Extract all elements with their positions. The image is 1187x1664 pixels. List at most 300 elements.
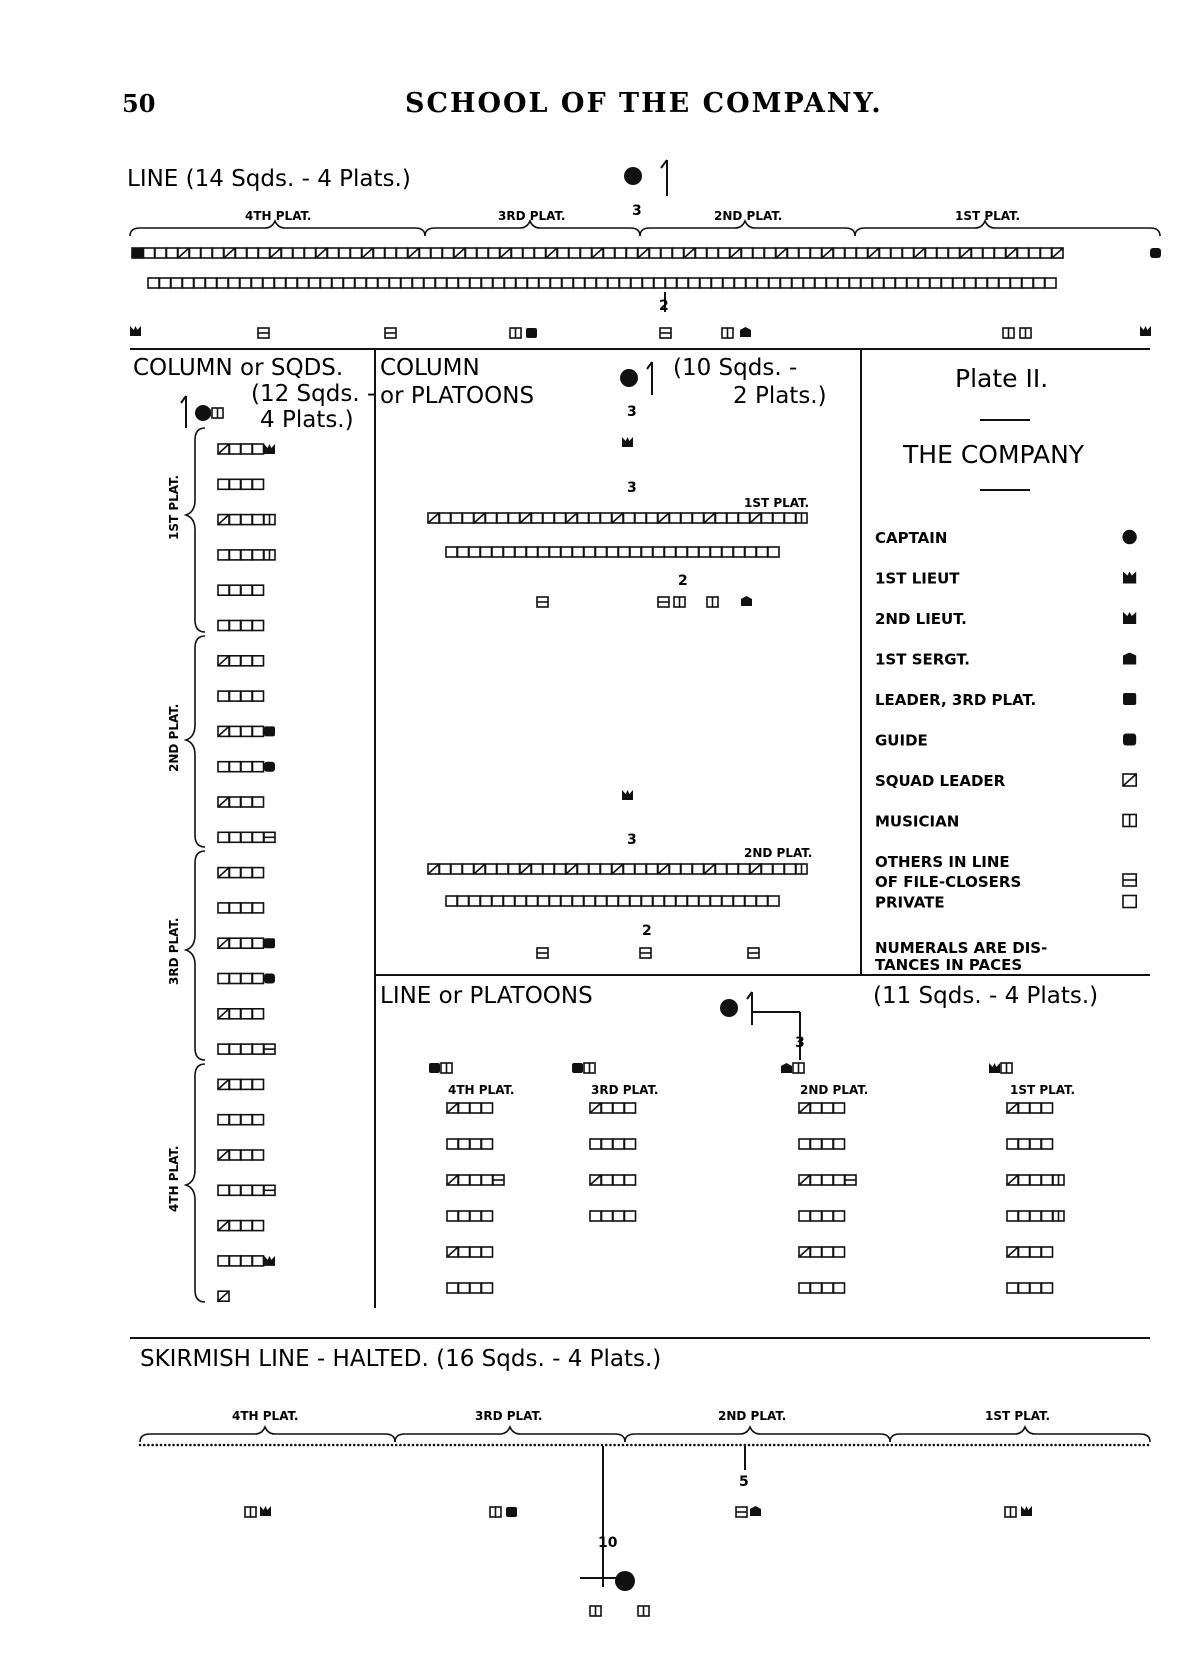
private-symbol: [590, 1139, 601, 1149]
private-symbol: [148, 278, 159, 288]
line-distance-rear: 2: [659, 298, 669, 314]
skirmisher-dot: [676, 1444, 679, 1447]
skirmisher-dot: [752, 1444, 755, 1447]
private-symbol: [596, 547, 607, 557]
private-symbol: [481, 547, 492, 557]
skirmisher-dot: [1075, 1444, 1078, 1447]
private-symbol: [745, 547, 756, 557]
skirmisher-dot: [933, 1444, 936, 1447]
line-file-closers: [130, 326, 1151, 338]
skirmisher-dot: [437, 1444, 440, 1447]
skirmisher-dot: [844, 1444, 847, 1447]
private-symbol: [834, 1175, 845, 1185]
private-symbol: [241, 1044, 252, 1054]
skirmisher-dot: [807, 1444, 810, 1447]
private-symbol: [241, 656, 252, 666]
private-symbol: [1042, 1283, 1053, 1293]
private-symbol: [218, 974, 229, 984]
musician-symbol: [264, 515, 275, 525]
skirmish-captain: [615, 1571, 635, 1591]
col-squads-plat-3: 3RD PLAT.: [167, 917, 181, 985]
squad-leader-symbol: [447, 1247, 458, 1257]
legend-note-1: NUMERALS ARE DIS-: [875, 939, 1048, 957]
skirmisher-dot: [815, 1444, 818, 1447]
skirmisher-dot: [1012, 1444, 1015, 1447]
skirmisher-dot: [496, 1444, 499, 1447]
private-symbol: [344, 278, 355, 288]
private-symbol: [602, 1211, 613, 1221]
private-symbol: [773, 513, 784, 523]
private-symbol: [253, 762, 264, 772]
skirmisher-dot: [563, 1444, 566, 1447]
private-symbol: [241, 479, 252, 489]
col-plat-label-1: 1ST PLAT.: [744, 496, 810, 510]
squad-leader-symbol: [428, 513, 439, 523]
private-symbol: [470, 1103, 481, 1113]
private-symbol: [230, 656, 241, 666]
private-symbol: [240, 278, 251, 288]
skirmisher-dot: [714, 1444, 717, 1447]
skirmisher-dot: [1138, 1444, 1141, 1447]
private-symbol: [1007, 1139, 1018, 1149]
line-plat-label-1: 1ST PLAT.: [1010, 1083, 1076, 1097]
line-plat-title: LINE or PLATOONS: [380, 983, 593, 1009]
private-symbol: [654, 278, 665, 288]
skirmisher-dot: [853, 1444, 856, 1447]
private-symbol: [241, 515, 252, 525]
private-symbol: [799, 248, 810, 258]
skirmisher-dot: [420, 1444, 423, 1447]
first-lieut-symbol: [989, 1063, 1000, 1073]
first-lieut-symbol: [1123, 572, 1136, 584]
skirmisher-dot: [487, 1444, 490, 1447]
private-symbol: [504, 547, 515, 557]
skirmisher-dot: [466, 1444, 469, 1447]
private-symbol: [253, 479, 264, 489]
private-symbol: [543, 513, 554, 523]
private-symbol: [1042, 1211, 1053, 1221]
private-symbol: [822, 1283, 833, 1293]
private-symbol: [734, 896, 745, 906]
private-symbol: [459, 1247, 470, 1257]
private-symbol: [608, 278, 619, 288]
private-symbol: [949, 248, 960, 258]
private-symbol: [722, 547, 733, 557]
line-plat-label-2: 2ND PLAT.: [800, 1083, 869, 1097]
private-symbol: [681, 864, 692, 874]
skirmisher-dot: [634, 1444, 637, 1447]
private-symbol: [1011, 278, 1022, 288]
musician-symbol: [441, 1063, 452, 1073]
private-symbol: [463, 864, 474, 874]
legend-label: 1ST LIEUT: [875, 569, 960, 588]
skirmisher-dot: [1080, 1444, 1083, 1447]
skirmisher-dot: [748, 1444, 751, 1447]
private-symbol: [811, 248, 822, 258]
skirmisher-dot: [210, 1444, 213, 1447]
private-symbol: [218, 691, 229, 701]
skirmisher-dot: [500, 1444, 503, 1447]
skirmish-brace-4: [140, 1427, 395, 1442]
private-symbol: [247, 248, 258, 258]
private-symbol: [236, 248, 247, 258]
private-symbol: [624, 864, 635, 874]
skirmisher-dot: [164, 1444, 167, 1447]
private-symbol: [253, 1221, 264, 1231]
private-symbol: [811, 1139, 822, 1149]
squad-leader-symbol: [408, 248, 419, 258]
private-symbol: [1019, 1139, 1030, 1149]
private-symbol: [466, 248, 477, 258]
skirmisher-dot: [353, 1444, 356, 1447]
private-symbol: [811, 1103, 822, 1113]
private-symbol: [298, 278, 309, 288]
col-squads-plat-1: 1ST PLAT.: [167, 474, 181, 540]
private-symbol: [230, 1009, 241, 1019]
private-symbol: [785, 513, 796, 523]
private-symbol: [253, 1256, 264, 1266]
skirmisher-dot: [286, 1444, 289, 1447]
line-title: LINE (14 Sqds. - 4 Plats.): [127, 166, 411, 192]
private-symbol: [230, 550, 241, 560]
skirmisher-dot: [643, 1444, 646, 1447]
skirmisher-dot: [760, 1444, 763, 1447]
col-squads-brace-4: [186, 1064, 205, 1302]
private-symbol: [190, 248, 201, 258]
skirmisher-dot: [710, 1444, 713, 1447]
squad-leader-symbol: [218, 444, 229, 454]
skirmisher-dot: [441, 1444, 444, 1447]
private-symbol: [822, 1211, 833, 1221]
skirmisher-dot: [613, 1444, 616, 1447]
private-symbol: [230, 1221, 241, 1231]
private-symbol: [781, 278, 792, 288]
skirmisher-dot: [802, 1444, 805, 1447]
private-symbol: [578, 864, 589, 874]
private-symbol: [230, 621, 241, 631]
private-symbol: [217, 278, 228, 288]
skirmisher-dot: [345, 1444, 348, 1447]
squad-leader-symbol: [447, 1103, 458, 1113]
private-symbol: [241, 444, 252, 454]
private-symbol: [206, 278, 217, 288]
skirmisher-dot: [479, 1444, 482, 1447]
squad-leader-symbol: [1052, 248, 1063, 258]
private-symbol: [230, 974, 241, 984]
legend-label: 1ST SERGT.: [875, 650, 970, 669]
private-symbol: [424, 278, 435, 288]
skirmisher-dot: [256, 1444, 259, 1447]
private-symbol: [551, 278, 562, 288]
squad-leader-symbol: [799, 1247, 810, 1257]
private-symbol: [436, 278, 447, 288]
private-symbol: [218, 1044, 229, 1054]
skirmisher-dot: [349, 1444, 352, 1447]
private-symbol: [253, 797, 264, 807]
line-distance-front: 3: [632, 203, 642, 219]
private-symbol: [589, 864, 600, 874]
private-symbol: [1019, 1103, 1030, 1113]
file-closer-symbol: [845, 1175, 856, 1185]
private-symbol: [213, 248, 224, 258]
private-symbol: [762, 864, 773, 874]
private-symbol: [458, 896, 469, 906]
private-symbol: [527, 896, 538, 906]
squad-leader-symbol: [1007, 1175, 1018, 1185]
private-symbol: [253, 726, 264, 736]
skirmisher-dot: [1126, 1444, 1129, 1447]
skirmisher-dot: [1063, 1444, 1066, 1447]
skirmisher-dot: [147, 1444, 150, 1447]
private-symbol: [976, 278, 987, 288]
private-symbol: [555, 513, 566, 523]
private-symbol: [930, 278, 941, 288]
skirmisher-dot: [328, 1444, 331, 1447]
private-symbol: [446, 547, 457, 557]
second-lieut-symbol: [622, 790, 633, 800]
skirmisher-dot: [189, 1444, 192, 1447]
skirmisher-dot: [1050, 1444, 1053, 1447]
private-symbol: [834, 1139, 845, 1149]
private-symbol: [482, 1247, 493, 1257]
squad-leader-symbol: [270, 248, 281, 258]
skirmisher-dot: [865, 1444, 868, 1447]
file-closer-symbol: [748, 948, 759, 958]
skirmisher-dot: [298, 1444, 301, 1447]
private-symbol: [253, 621, 264, 631]
private-symbol: [811, 1211, 822, 1221]
second-lieut-symbol: [1021, 1506, 1032, 1516]
squad-leader-symbol: [520, 864, 531, 874]
squad-leader-symbol: [1123, 774, 1136, 786]
skirmish-file-closers: [245, 1506, 1032, 1616]
skirmisher-dot: [206, 1444, 209, 1447]
skirmisher-dot: [525, 1444, 528, 1447]
private-symbol: [538, 896, 549, 906]
private-symbol: [459, 278, 470, 288]
private-symbol: [355, 278, 366, 288]
guide-symbol: [200, 408, 211, 418]
private-symbol: [420, 248, 431, 258]
skirmisher-dot: [294, 1444, 297, 1447]
private-symbol: [515, 547, 526, 557]
private-symbol: [578, 513, 589, 523]
private-symbol: [562, 278, 573, 288]
private-symbol: [1030, 1175, 1041, 1185]
private-symbol: [241, 1009, 252, 1019]
line-brace-2: [640, 221, 855, 236]
skirmisher-dot: [1130, 1444, 1133, 1447]
private-symbol: [719, 248, 730, 258]
private-symbol: [447, 1283, 458, 1293]
file-closer-symbol: [258, 328, 269, 338]
private-symbol: [689, 278, 700, 288]
skirmisher-dot: [924, 1444, 927, 1447]
legend-label: LEADER, 3RD PLAT.: [875, 691, 1037, 709]
private-symbol: [834, 1247, 845, 1257]
skirmisher-dot: [857, 1444, 860, 1447]
squad-leader-symbol: [1007, 1247, 1018, 1257]
captain-marker-top: [624, 160, 667, 196]
skirmish-distance-b: 10: [598, 1535, 618, 1551]
skirmisher-dot: [143, 1444, 146, 1447]
squad-leader-symbol: [454, 248, 465, 258]
private-symbol: [230, 938, 241, 948]
skirmisher-dot: [975, 1444, 978, 1447]
private-symbol: [259, 248, 270, 258]
squad-leader-symbol: [1006, 248, 1017, 258]
private-symbol: [253, 550, 264, 560]
private-symbol: [470, 1211, 481, 1221]
squad-leader-symbol: [1007, 1103, 1018, 1113]
private-symbol: [613, 1211, 624, 1221]
skirmisher-dot: [996, 1444, 999, 1447]
private-symbol: [768, 547, 779, 557]
skirmisher-dot: [555, 1444, 558, 1447]
skirmisher-dot: [252, 1444, 255, 1447]
private-symbol: [218, 479, 229, 489]
skirmisher-dot: [882, 1444, 885, 1447]
private-symbol: [367, 278, 378, 288]
running-head: SCHOOL OF THE COMPANY.: [405, 88, 883, 119]
private-symbol: [230, 1115, 241, 1125]
private-symbol: [528, 278, 539, 288]
skirmisher-dot: [424, 1444, 427, 1447]
private-symbol: [815, 278, 826, 288]
file-closer-symbol: [264, 832, 275, 842]
skirmisher-dot: [576, 1444, 579, 1447]
skirmisher-dot: [920, 1444, 923, 1447]
line-rear-rank: [148, 278, 1056, 288]
skirmish-brace-2: [625, 1427, 890, 1442]
skirmisher-dot: [786, 1444, 789, 1447]
private-symbol: [884, 278, 895, 288]
squad-leader-symbol: [776, 248, 787, 258]
private-symbol: [550, 896, 561, 906]
skirmisher-dot: [361, 1444, 364, 1447]
first-lieut-symbol: [260, 1506, 271, 1516]
skirmisher-dot: [399, 1444, 402, 1447]
skirmish-brace-3: [395, 1427, 625, 1442]
skirmisher-dot: [559, 1444, 562, 1447]
squad-leader-symbol: [658, 513, 669, 523]
skirmisher-dot: [706, 1444, 709, 1447]
private-symbol: [590, 1211, 601, 1221]
skirmisher-dot: [1105, 1444, 1108, 1447]
private-symbol: [625, 1211, 636, 1221]
private-symbol: [431, 248, 442, 258]
private-symbol: [459, 1139, 470, 1149]
file-closer-symbol: [264, 1044, 275, 1054]
private-symbol: [512, 248, 523, 258]
squad-leader-symbol: [868, 248, 879, 258]
private-symbol: [602, 1139, 613, 1149]
skirmisher-dot: [307, 1444, 310, 1447]
private-symbol: [601, 864, 612, 874]
skirmisher-dot: [403, 1444, 406, 1447]
private-symbol: [230, 797, 241, 807]
col-squads-brace-1: [186, 428, 205, 632]
skirmisher-dot: [235, 1444, 238, 1447]
skirmisher-dot: [332, 1444, 335, 1447]
private-symbol: [1007, 1283, 1018, 1293]
private-symbol: [799, 1283, 810, 1293]
skirmisher-dot: [546, 1444, 549, 1447]
private-symbol: [601, 513, 612, 523]
skirmisher-dot: [798, 1444, 801, 1447]
skirmisher-dot: [903, 1444, 906, 1447]
line-plat-columns: [429, 1063, 1064, 1293]
private-symbol: [230, 726, 241, 736]
skirmisher-dot: [899, 1444, 902, 1447]
skirmisher-dot: [580, 1444, 583, 1447]
skirmisher-dot: [966, 1444, 969, 1447]
private-symbol: [230, 1185, 241, 1195]
line-plat-count: (11 Sqds. - 4 Plats.): [873, 983, 1099, 1009]
col-plat-captain: [620, 362, 652, 395]
skirmisher-dot: [1143, 1444, 1146, 1447]
guide-symbol: [264, 974, 275, 984]
file-closer-symbol: [1123, 874, 1136, 886]
private-symbol: [773, 864, 784, 874]
skirmisher-dot: [886, 1444, 889, 1447]
private-symbol: [241, 832, 252, 842]
page-number: 50: [122, 89, 156, 118]
private-symbol: [527, 547, 538, 557]
private-symbol: [470, 278, 481, 288]
private-symbol: [602, 1103, 613, 1113]
skirmisher-dot: [185, 1444, 188, 1447]
private-symbol: [739, 513, 750, 523]
skirmisher-dot: [450, 1444, 453, 1447]
private-symbol: [218, 621, 229, 631]
skirmisher-dot: [668, 1444, 671, 1447]
line-plat-2: 2ND PLAT.: [714, 209, 783, 223]
skirmisher-dot: [374, 1444, 377, 1447]
private-symbol: [378, 278, 389, 288]
private-symbol: [230, 1256, 241, 1266]
private-symbol: [469, 547, 480, 557]
skirmisher-dot: [151, 1444, 154, 1447]
private-symbol: [650, 248, 661, 258]
skirmisher-dot: [870, 1444, 873, 1447]
legend-label: GUIDE: [875, 731, 928, 750]
skirmisher-dot: [954, 1444, 957, 1447]
skirmisher-dot: [391, 1444, 394, 1447]
private-symbol: [624, 513, 635, 523]
skirmisher-dot: [823, 1444, 826, 1447]
private-symbol: [661, 248, 672, 258]
skirmisher-dot: [370, 1444, 373, 1447]
private-symbol: [523, 248, 534, 258]
private-symbol: [339, 248, 350, 258]
skirmisher-dot: [319, 1444, 322, 1447]
private-symbol: [631, 278, 642, 288]
private-symbol: [604, 248, 615, 258]
musician-symbol: [1020, 328, 1031, 338]
col-plat-dist-1: 3: [627, 404, 637, 420]
private-symbol: [218, 1256, 229, 1266]
musician-symbol: [1123, 815, 1136, 827]
private-symbol: [589, 513, 600, 523]
private-symbol: [1041, 248, 1052, 258]
private-symbol: [1029, 248, 1040, 258]
squad-leader-symbol: [638, 248, 649, 258]
private-symbol: [653, 547, 664, 557]
private-symbol: [822, 1139, 833, 1149]
private-symbol: [470, 1283, 481, 1293]
skirmisher-dot: [1042, 1444, 1045, 1447]
